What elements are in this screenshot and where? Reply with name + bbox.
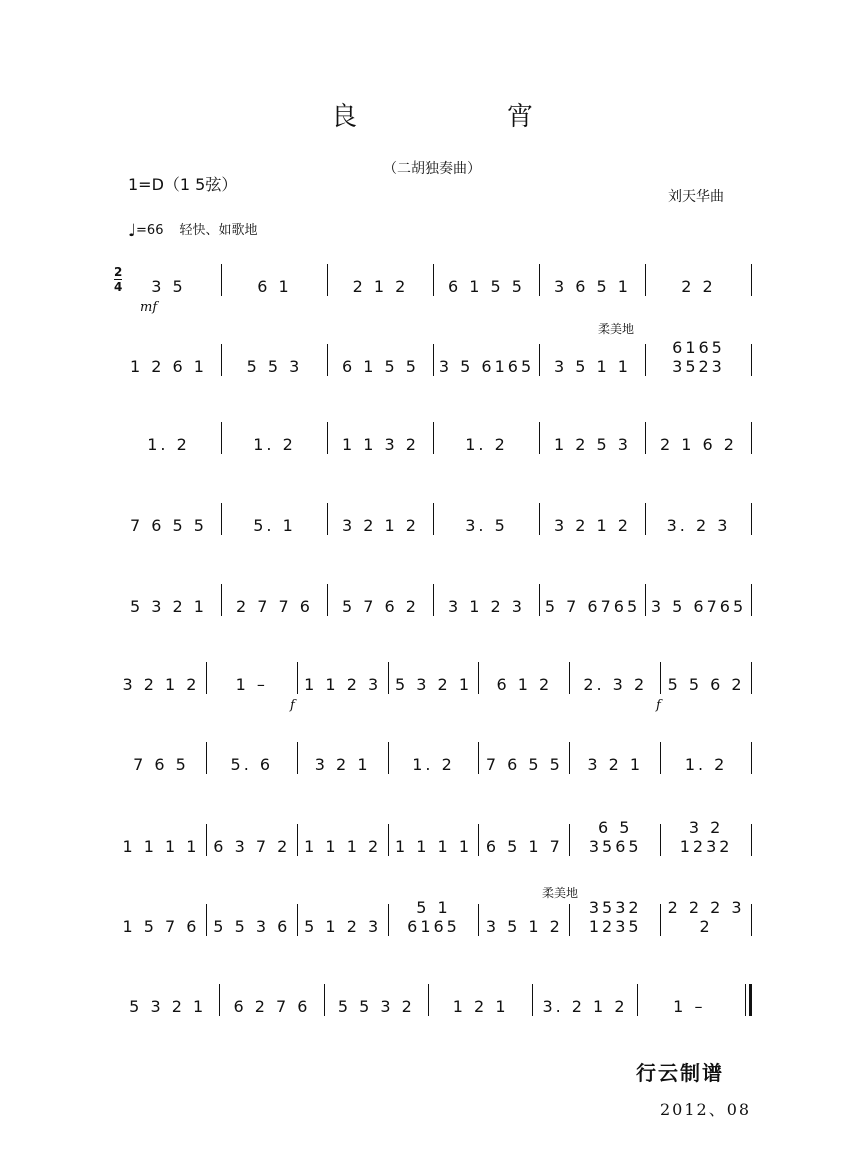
measure: 3 2 1 2 (342, 516, 419, 535)
dynamic-f-1: f (290, 698, 295, 713)
measure: 1 1 3 2 (342, 435, 419, 454)
measure: 1. 2 (147, 435, 190, 454)
measure: 6 1 2 (496, 675, 553, 694)
subtitle: （二胡独奏曲） (383, 161, 481, 177)
measure: 1. 2 (253, 435, 296, 454)
measure: 5 5 3 2 (337, 997, 415, 1016)
measure: 5 7 6765 (544, 597, 641, 616)
dynamic-mf: mf (140, 300, 158, 315)
measure: 6 5 1 7 (485, 837, 563, 856)
measure: 5 5 3 (246, 357, 303, 376)
composer: 刘天华曲 (668, 189, 724, 205)
measure: 1. 2 (412, 755, 455, 774)
time-signature-top: 2 (114, 265, 123, 279)
measure: 2. 3 2 (583, 675, 648, 694)
measure: 3 6 5 1 (554, 277, 631, 296)
measure: 3 5 1 1 (554, 357, 631, 376)
measure: 1 5 7 6 (122, 917, 200, 936)
measure: 1 1 1 1 (395, 837, 472, 856)
measure: 3 2 1 (314, 755, 371, 774)
notation-row (116, 338, 752, 376)
key-signature: 1=D（1 5弦） (128, 175, 238, 194)
dynamic-f-2: f (656, 698, 661, 713)
measure: 5 3 2 1 (129, 997, 207, 1016)
measure: 1 1 1 1 (122, 837, 200, 856)
measure: 5 5 6 2 (667, 675, 745, 694)
measure: 3 1 2 3 (448, 597, 525, 616)
notation-row (116, 584, 752, 616)
measure: 1 2 5 3 (554, 435, 631, 454)
barline (751, 503, 752, 535)
measure: 3 5 6765 (650, 597, 747, 616)
measure: 6 5 3565 (588, 818, 642, 856)
measure: 2 7 7 6 (236, 597, 313, 616)
measure: 3 5 6165 (438, 357, 535, 376)
measure: 1 1 2 3 (304, 675, 382, 694)
barline (751, 824, 752, 856)
notation-row (116, 898, 752, 936)
measure: 1. 2 (465, 435, 508, 454)
measure: 1 2 6 1 (130, 357, 207, 376)
notation-row (116, 662, 752, 694)
measure: 6 1 5 5 (448, 277, 525, 296)
measure: 3 5 1 2 (485, 917, 563, 936)
measure: 6 3 7 2 (213, 837, 291, 856)
tempo-expression: 轻快、如歌地 (179, 223, 258, 238)
barline (751, 264, 752, 296)
measure: 5 1 2 3 (304, 917, 382, 936)
tempo-bpm: =66 (136, 223, 164, 238)
measure: 3 2 1232 (679, 818, 733, 856)
measure: 3. 2 1 2 (542, 997, 628, 1016)
measure: 7 6 5 (133, 755, 189, 774)
measure: 6 1 (257, 277, 292, 296)
notation-row (116, 264, 752, 296)
notation-row (116, 818, 752, 856)
measure: 3 2 1 (587, 755, 644, 774)
measure: 5 7 6 2 (342, 597, 419, 616)
measure: 2 2 2 3 2 (667, 898, 745, 936)
measure: 3 2 1 2 (554, 516, 631, 535)
quarter-note-icon: ♩ (128, 221, 137, 241)
measure: 5. 6 (230, 755, 274, 774)
measure: 3. 5 (465, 516, 508, 535)
measure: 5. 1 (253, 516, 296, 535)
measure: 5 1 6165 (407, 898, 460, 936)
barline (751, 422, 752, 454)
measure: 2 2 (681, 277, 716, 296)
notation-row (116, 503, 752, 535)
transcriber-signature: 行云制谱 (636, 1061, 724, 1085)
time-signature-bottom: 4 (114, 280, 123, 294)
barline (751, 662, 752, 694)
measure: 6 2 7 6 (233, 997, 311, 1016)
measure: 3 5 (151, 277, 186, 296)
measure: 2 1 6 2 (660, 435, 737, 454)
measure: 3532 1235 (588, 898, 642, 936)
page-title: 良宵 (330, 102, 683, 132)
barline (745, 984, 752, 1016)
notation-row (116, 742, 752, 774)
notation-row (116, 422, 752, 454)
measure: 2 1 2 (352, 277, 409, 296)
measure: 5 5 3 6 (213, 917, 291, 936)
expression-soft-2: 柔美地 (542, 886, 579, 900)
measure: 3 2 1 2 (122, 675, 200, 694)
measure: 5 3 2 1 (395, 675, 472, 694)
tempo-marking (128, 219, 257, 241)
measure: 6165 3523 (672, 338, 725, 376)
measure: 1 – (673, 997, 706, 1016)
barline (751, 584, 752, 616)
measure: 7 6 5 5 (485, 755, 563, 774)
measure: 5 3 2 1 (130, 597, 207, 616)
barline (751, 344, 752, 376)
measure: 6 1 5 5 (342, 357, 419, 376)
expression-soft-1: 柔美地 (598, 322, 635, 336)
barline (751, 904, 752, 936)
measure: 1 2 1 (452, 997, 509, 1016)
measure: 1. 2 (684, 755, 728, 774)
date: 2012、08 (660, 1100, 752, 1119)
barline (751, 742, 752, 774)
measure: 7 6 5 5 (130, 516, 207, 535)
measure: 3. 2 3 (666, 516, 731, 535)
measure: 1 – (235, 675, 268, 694)
measure: 1 1 1 2 (304, 837, 382, 856)
notation-row (116, 984, 752, 1016)
